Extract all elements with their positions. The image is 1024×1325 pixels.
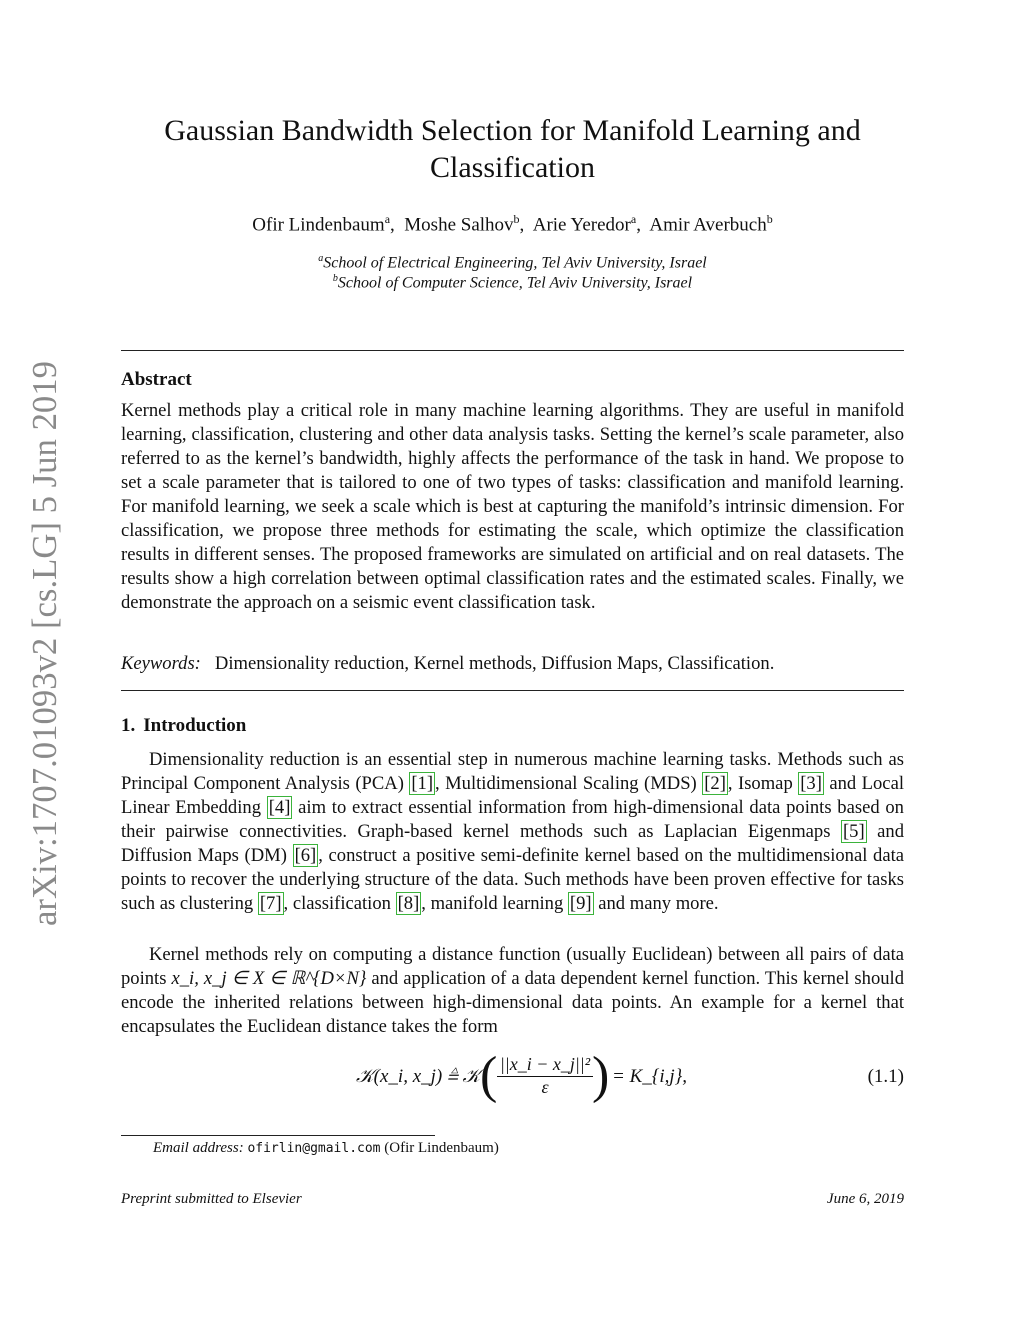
- keywords-text: Dimensionality reduction, Kernel methods, Diffusion Maps, Classification.: [214, 653, 775, 674]
- equation-fraction: [497, 1054, 593, 1098]
- author-affil-mark: b: [513, 212, 520, 226]
- footer-preprint-note: Preprint submitted to Elsevier: [121, 1191, 302, 1207]
- citation-link[interactable]: [3]: [800, 773, 822, 794]
- intro-paragraph-2: Kernel methods rely on computing a distance function (usually Euclidean) between all pairs of data points x_i, x_j ∈ X ∈ ℝ^{D×N} and application of a data dependent kernel function. This kernel should encode the inherited relations between high-dimensional data points. An example for a kernel that encapsulates the Euclidean distance takes the form: [121, 944, 905, 1037]
- author-affil-mark: a: [630, 212, 637, 226]
- footnote-email-link[interactable]: ofirlin@gmail.com: [247, 1141, 381, 1156]
- footnote-rule: [121, 1135, 435, 1136]
- abstract-top-rule: [121, 350, 904, 351]
- author-list: Ofir Lindenbaum$^a$, Moshe Salhov$^b$, Arie Yeredor$^a$, Amir Averbuch$^b$: [252, 212, 773, 236]
- affiliation-b: [121, 273, 904, 292]
- abstract-heading: Abstract: [121, 369, 192, 390]
- section-title: Introduction: [143, 715, 247, 736]
- citation-link[interactable]: [2]: [704, 773, 726, 794]
- affiliation-mark: b: [332, 273, 338, 284]
- citation-link[interactable]: [1]: [411, 773, 434, 794]
- equation-1-1: [121, 1047, 904, 1108]
- inline-math: x_i, x_j ∈ X ∈ ℝ^{D×N}: [171, 968, 367, 989]
- citation-link[interactable]: [8]: [397, 893, 420, 914]
- citation-link[interactable]: [4]: [268, 797, 291, 818]
- author-name: Amir Averbuch: [649, 214, 767, 236]
- intro-paragraph-1: Dimensionality reduction is an essential step in numerous machine learning tasks. Methods such as Principal Component Analysis (PCA) [1] , Multidimensional Scaling (MDS) [2] , Isomap [3] and Local Linear Embedding [4] aim to extract essential information from high-dimensional data points based on their pairwise connectivities. Graph-based kernel methods such as Laplacian Eigenmaps [5] and Diffusion Maps (DM) [6] , construct a positive semi-definite kernel based on the multidimensional data points to recover the underlying structure of the data. Such methods have been proven effective for tasks such as clustering [7] , classification [8] , manifold learning [9] and many more.: [121, 749, 905, 914]
- equation-number: (1.1): [867, 1066, 904, 1087]
- footnote-name: (Ofir Lindenbaum): [384, 1140, 499, 1156]
- author-affil-mark: a: [384, 212, 391, 226]
- arxiv-identifier-stamp: [25, 356, 64, 930]
- author-name: Ofir Lindenbaum: [252, 214, 385, 236]
- equation-rhs: = K_{i,j},: [612, 1066, 687, 1087]
- citation-link[interactable]: [7]: [259, 893, 282, 914]
- equation-right-paren: ): [592, 1047, 610, 1104]
- section-heading: [121, 715, 246, 737]
- author-name: Moshe Salhov: [404, 214, 514, 236]
- citation-link[interactable]: [9]: [569, 893, 592, 914]
- footnote-label: Email address:: [153, 1140, 244, 1156]
- abstract-bottom-rule: [121, 690, 904, 691]
- affiliation-text: School of Computer Science, Tel Aviv University, Israel: [337, 274, 693, 292]
- affiliation-mark: a: [318, 253, 324, 264]
- author-name: Arie Yeredor: [532, 214, 631, 236]
- keywords-label: Keywords:: [121, 653, 201, 674]
- equation-denominator: ε: [541, 1077, 549, 1097]
- section-number: 1.: [121, 715, 136, 736]
- footnote: [153, 1140, 499, 1157]
- author-affil-mark: b: [766, 212, 773, 226]
- footer-date: June 6, 2019: [826, 1191, 904, 1207]
- citation-link[interactable]: [6]: [294, 845, 317, 866]
- citation-link[interactable]: [5]: [842, 821, 865, 842]
- paper-title: Gaussian Bandwidth Selection for Manifold Learning and Classification: [164, 114, 861, 184]
- equation-numerator: ||x_i − x_j||²: [497, 1054, 593, 1077]
- equation-left-paren: (: [480, 1047, 498, 1104]
- arxiv-id-text: arXiv:1707.01093v2 [cs.LG] 5 Jun 2019: [25, 356, 64, 926]
- affiliation-text: School of Electrical Engineering, Tel Aviv University, Israel: [323, 254, 707, 272]
- equation-lhs: 𝒦(x_i, x_j) ≜ 𝒦: [356, 1066, 481, 1087]
- abstract-body: Kernel methods play a critical role in many machine learning algorithms. They are useful in manifold learning, classification, clustering and other data analysis tasks. Setting the kernel’s scale parameter, also referred to as the kernel’s bandwidth, highly affects the performance of the task in hand. We propose to set a scale parameter that is tailored to one of two types of tasks: classification and manifold learning. For manifold learning, we seek a scale which is best at capturing the manifold’s intrinsic dimension. For classification, we propose three methods for estimating the scale, which optimize the classification results in different senses. The proposed frameworks are simulated on artificial and on real datasets. The results show a high correlation between optimal classification rates and the estimated scales. Finally, we demonstrate the approach on a seismic event classification task.: [121, 400, 904, 613]
- keywords: [121, 653, 904, 675]
- affiliation-a: [121, 253, 904, 272]
